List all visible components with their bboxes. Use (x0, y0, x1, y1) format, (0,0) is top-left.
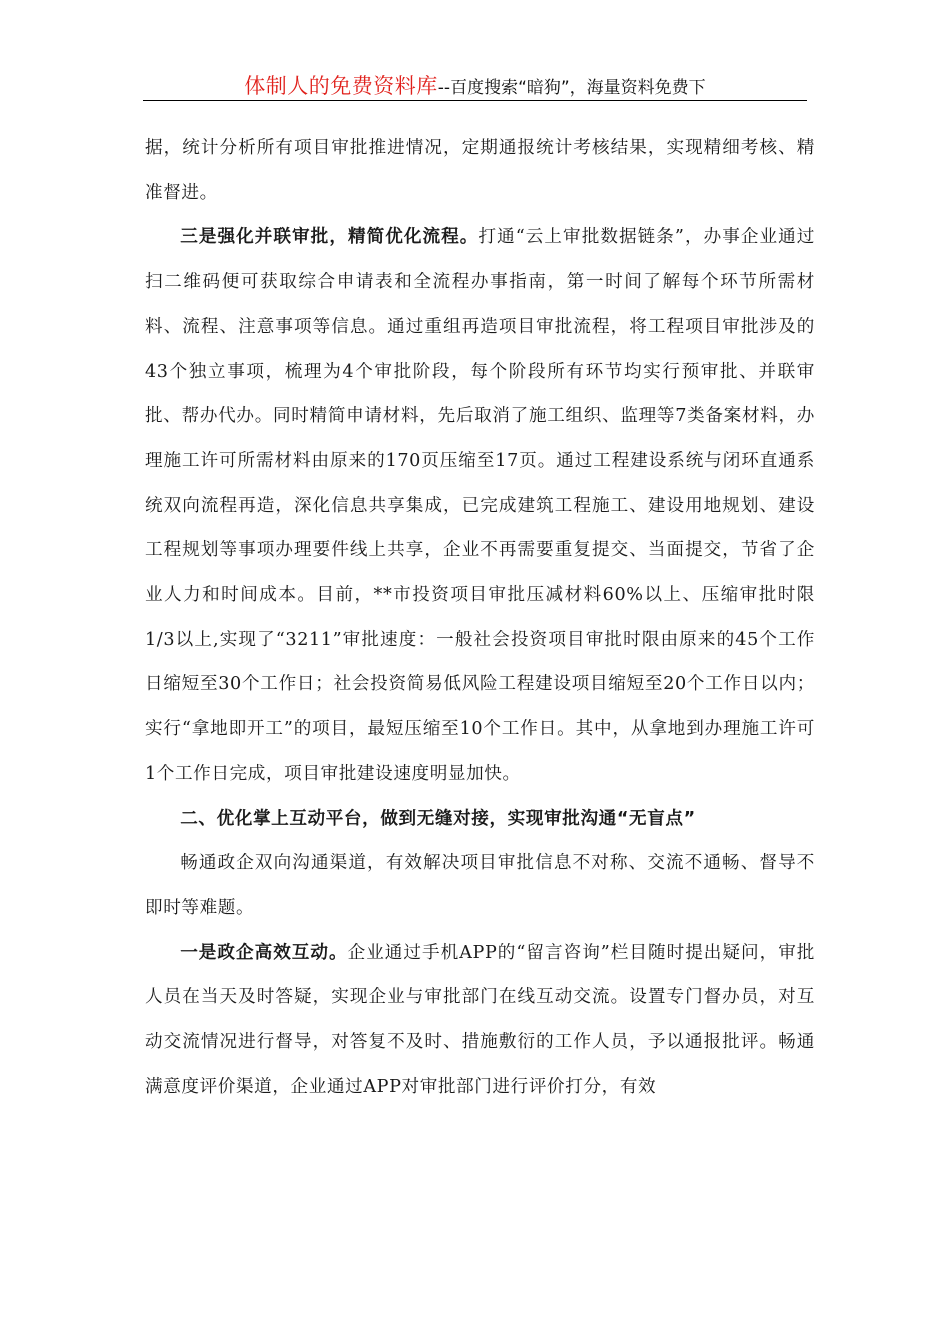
document-body (145, 126, 815, 1109)
paragraph-lead-heading: 三是强化并联审批，精简优化流程。 (180, 227, 479, 248)
header-brand: 体制人的免费资料库 (244, 74, 438, 98)
paragraph-text: 企业通过手机APP的“留言咨询”栏目随时提出疑问，审批人员在当天及时答疑，实现企业与审批部门在线互动交流。设置专门督办员，对互动交流情况进行督导，对答复不及时、措施敷衍的工作人员，予以通报批评。畅通满意度评价渠道，企业通过APP对审批部门进行评价打分，有效 (145, 942, 815, 1097)
paragraph-intro: 畅通政企双向沟通渠道，有效解决项目审批信息不对称、交流不通畅、督导不即时等难题。 (145, 853, 815, 918)
paragraph-interaction (145, 931, 815, 1110)
section-heading (145, 797, 815, 842)
paragraph-continuation: 据，统计分析所有项目审批推进情况，定期通报统计考核结果，实现精细考核、精准督进。 (145, 138, 815, 203)
header-tagline: --百度搜索“暗狗”，海量资料免费下 (437, 78, 706, 98)
paragraph-lead-heading: 一是政企高效互动。 (180, 942, 348, 963)
paragraph-text: 打通“云上审批数据链条”，办事企业通过扫二维码便可获取综合申请表和全流程办事指南，第一时间了解每个环节所需材料、流程、注意事项等信息。通过重组再造项目审批流程，将工程项目审批涉及的43个独立事项，梳理为4个审批阶段，每个阶段所有环节均实行预审批、并联审批、帮办代办。同时精简申请材料，先后取消了施工组织、监理等7类备案材料，办理施工许可所需材料由原来的170页压缩至17页。通过工程建设系统与闭环直通系统双向流程再造，深化信息共享集成，已完成建筑工程施工、建设用地规划、建设工程规划等事项办理要件线上共享，企业不再需要重复提交、当面提交，节省了企业人力和时间成本。目前，**市投资项目审批压减材料60%以上、压缩审批时限1/3以上,实现了“3211”审批速度：一般社会投资项目审批时限由原来的45个工作日缩短至30个工作日；社会投资简易低风险工程建设项目缩短至20个工作日以内；实行“拿地即开工”的项目，最短压缩至10个工作日。其中，从拿地到办理施工许可1个工作日完成，项目审批建设速度明显加快。 (145, 227, 815, 784)
section-heading-text: 二、优化掌上互动平台，做到无缝对接，实现审批沟通“无盲点” (180, 808, 696, 829)
page-header (143, 70, 807, 101)
paragraph-parallel-approval (145, 215, 815, 796)
